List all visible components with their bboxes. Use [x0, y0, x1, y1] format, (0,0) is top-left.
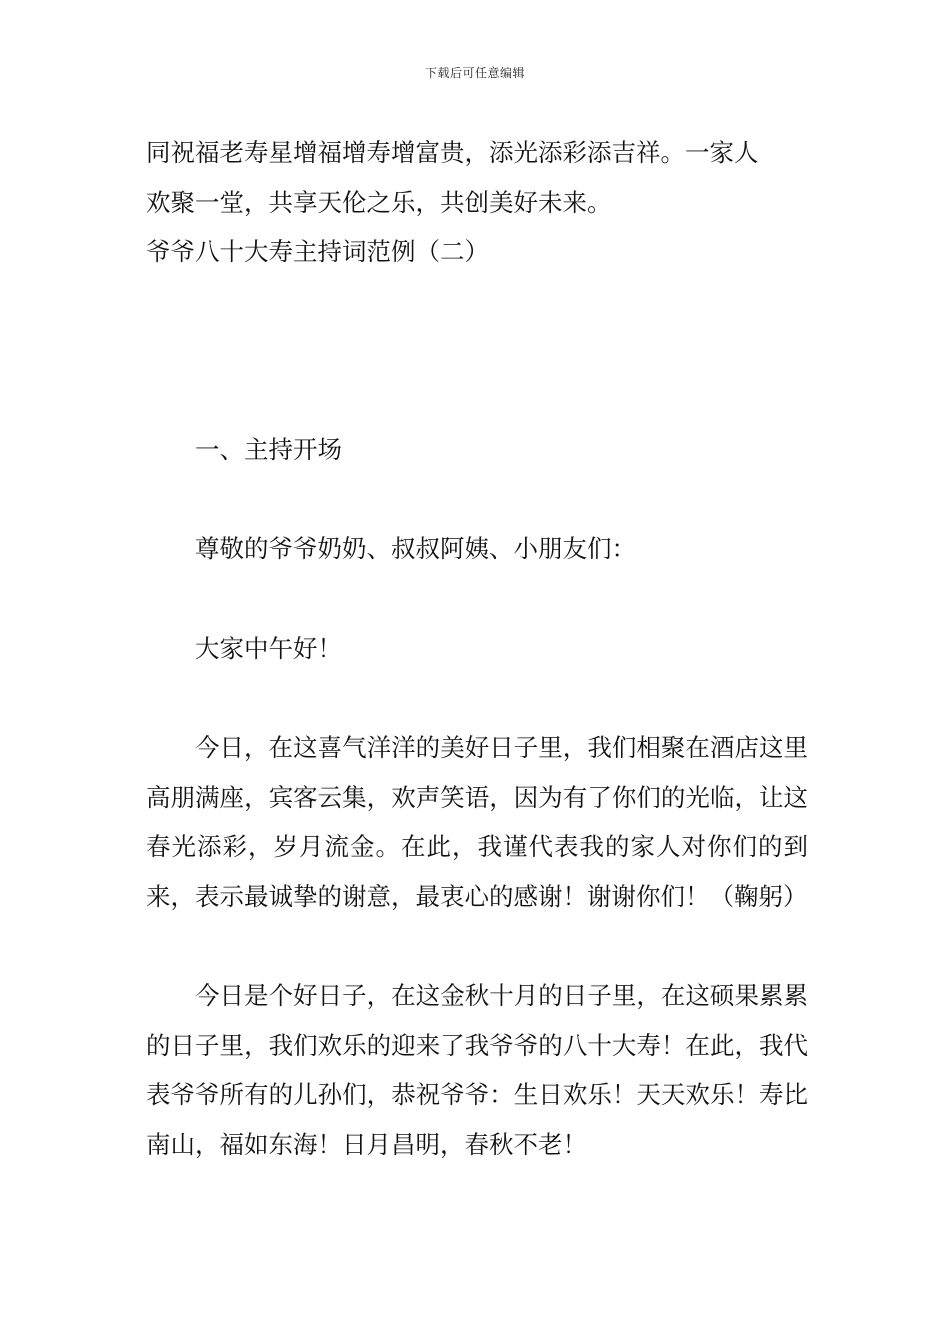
paragraph-spacer	[146, 574, 808, 624]
hello-line: 大家中午好！	[195, 633, 342, 663]
document-title: 爷爷八十大寿主持词范例（二）	[146, 237, 489, 266]
welcome-paragraph: 今日，在这喜气洋洋的美好日子里，我们相聚在酒店这里高朋满座，宾客云集，欢声笑语，因为有了你们的光临，让这春光添彩，岁月流金。在此，我谨代表我的家人对你们的到来，表示最诚挚的谢意，最衷心的感谢！谢谢你们！（鞠躬）	[146, 733, 808, 911]
birthday-paragraph: 今日是个好日子，在这金秋十月的日子里，在这硕果累累的日子里，我们欢乐的迎来了我爷爷的八十大寿！在此，我代表爷爷所有的儿孙们，恭祝爷爷：生日欢乐！天天欢乐！寿比南山，福如东海！日月昌明，春秋不老！	[146, 981, 808, 1159]
download-note: 下载后可任意编辑	[424, 66, 525, 80]
document-body	[146, 128, 808, 1169]
greeting-line: 尊敬的爷爷奶奶、叔叔阿姨、小朋友们：	[195, 534, 636, 563]
section-heading: 一、主持开场	[195, 434, 342, 464]
paragraph-spacer	[146, 921, 808, 971]
paragraph-spacer	[146, 673, 808, 723]
blank-space	[146, 277, 808, 425]
paragraph-spacer	[146, 474, 808, 524]
carry-over-line-2: 欢聚一堂，共享天伦之乐，共创美好未来。	[146, 187, 612, 217]
carry-over-line-1: 同祝福老寿星增福增寿增富贵，添光添彩添吉祥。一家人	[146, 138, 759, 167]
